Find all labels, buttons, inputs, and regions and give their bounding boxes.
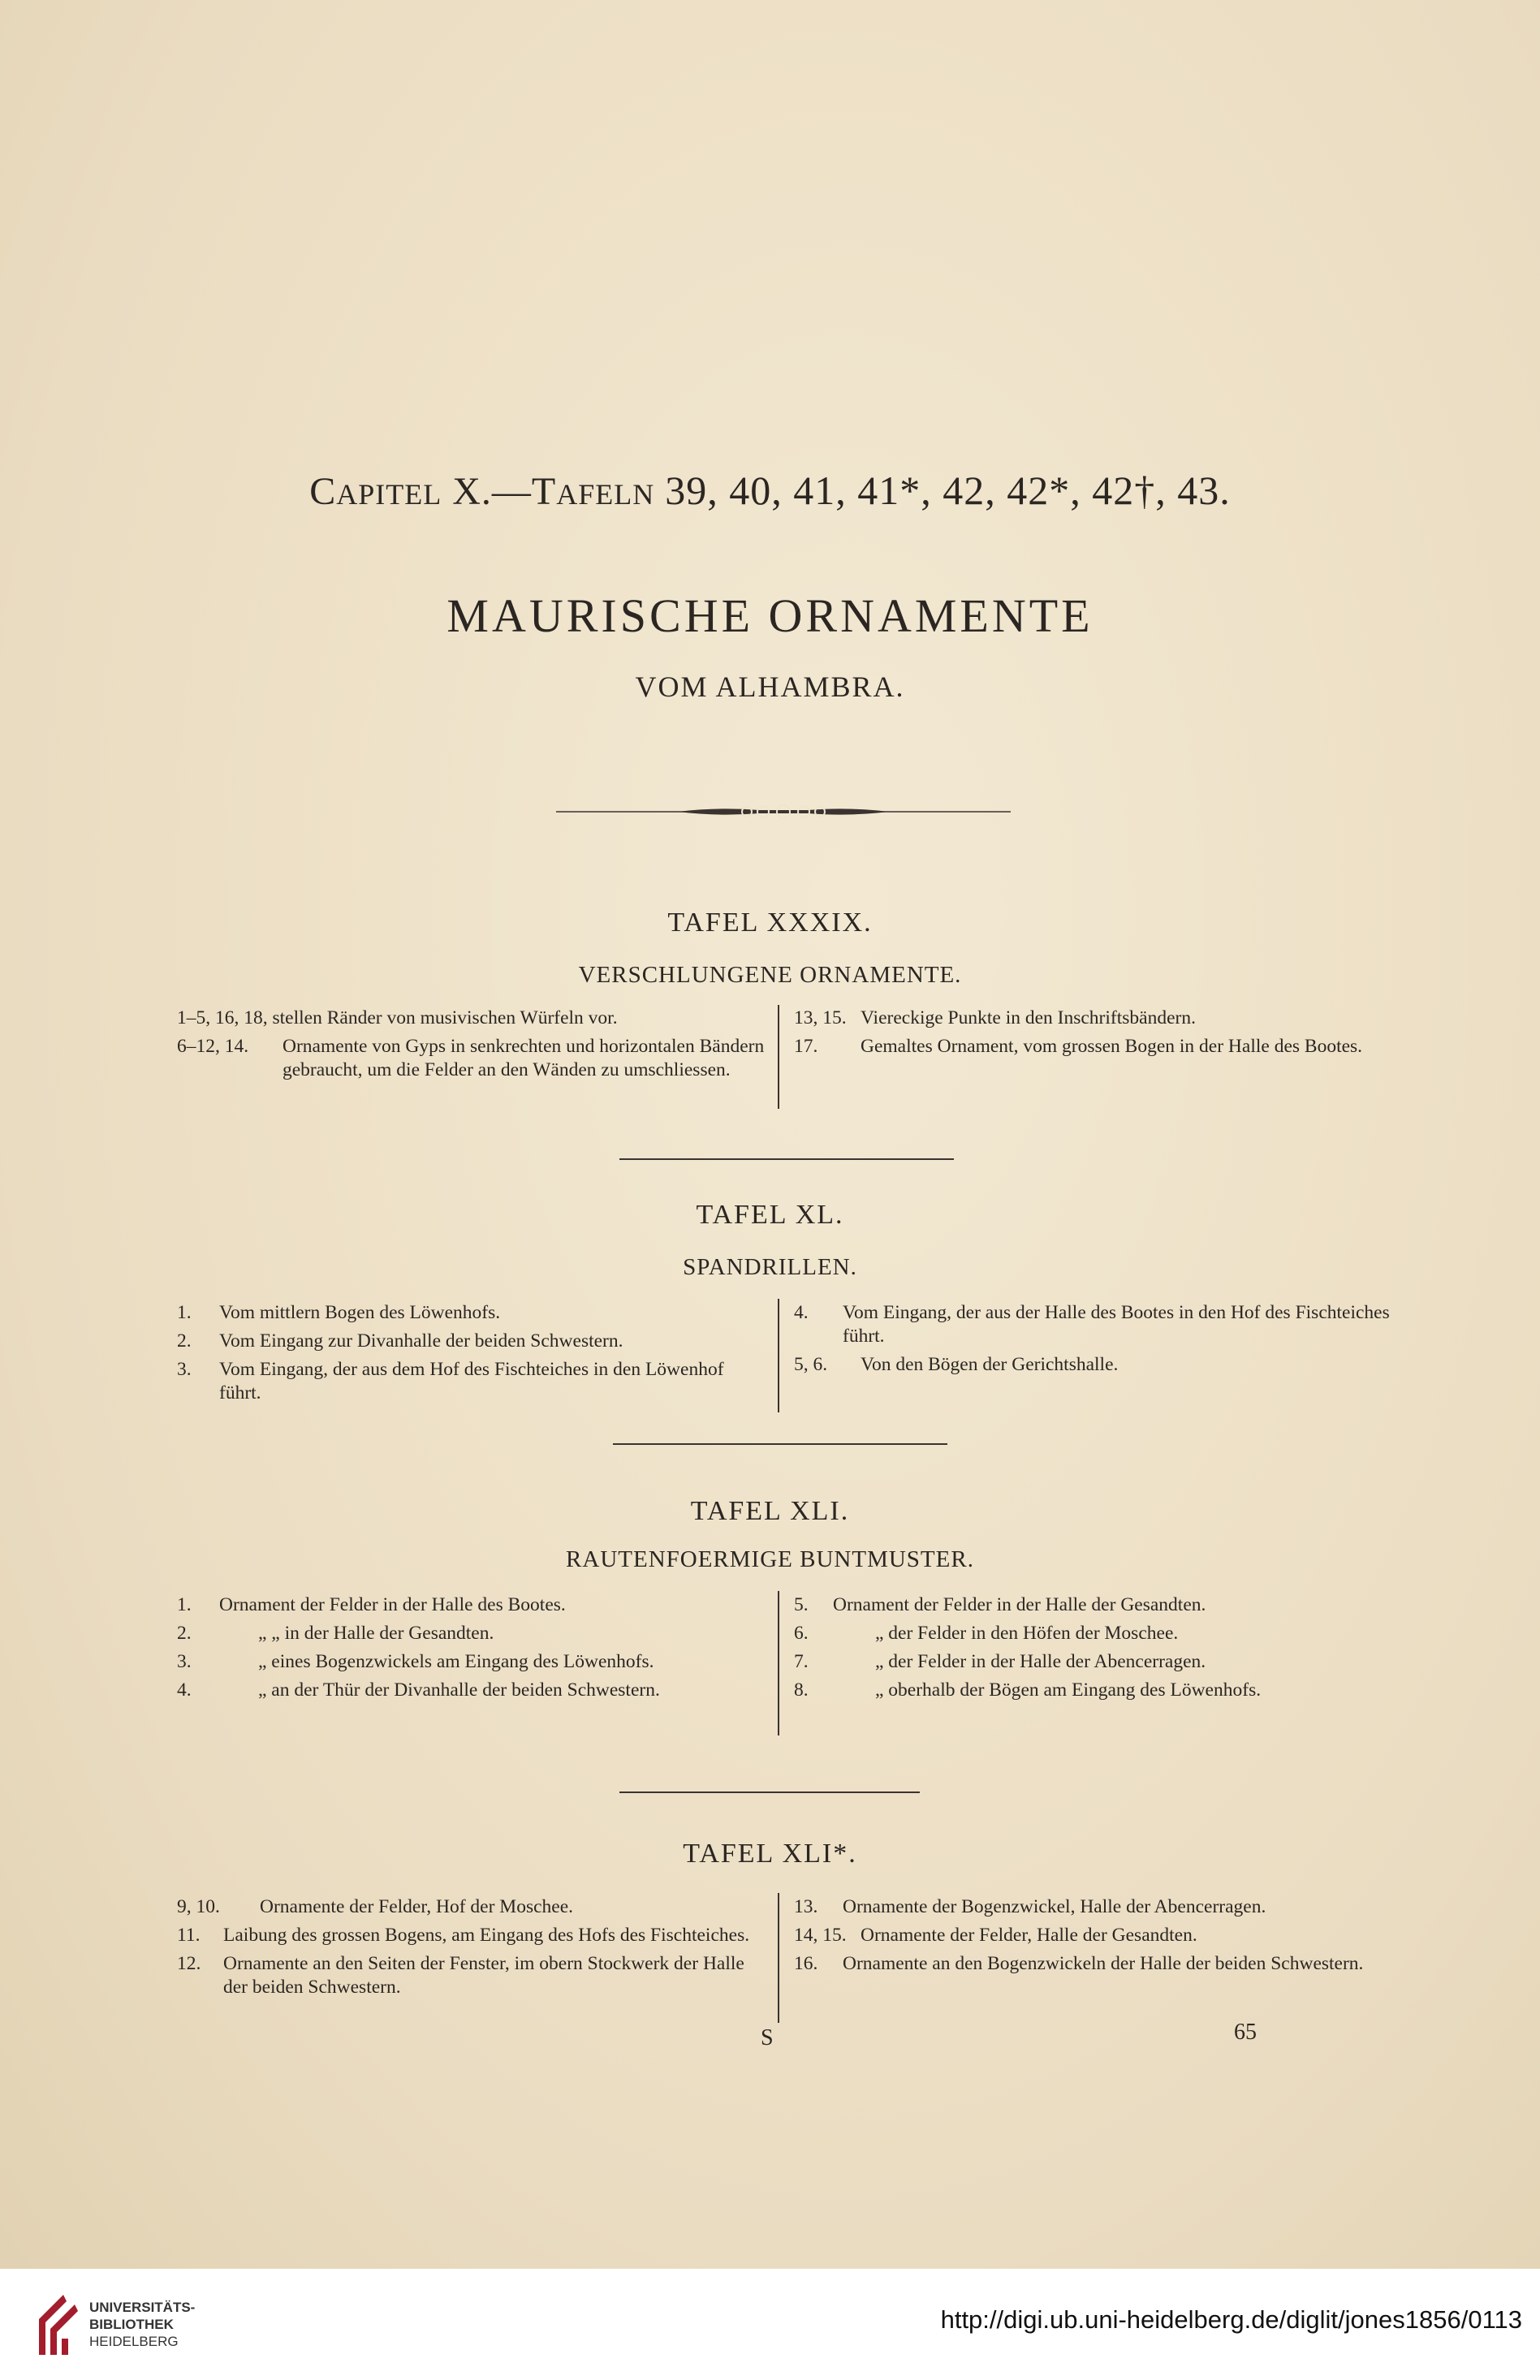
plate-xli-right-column bbox=[794, 1593, 1391, 1707]
list-item bbox=[177, 1924, 766, 1947]
chapter-plate-numbers: 39, 40, 41, 41*, 42, 42*, 42†, 43. bbox=[665, 468, 1231, 513]
plate-xli-star-left-column bbox=[177, 1895, 766, 2004]
column-divider bbox=[778, 1591, 779, 1735]
list-item bbox=[794, 1924, 1391, 1947]
list-item bbox=[177, 1035, 766, 1082]
column-divider bbox=[778, 1299, 779, 1412]
list-item bbox=[177, 1895, 766, 1919]
item-number: 3. bbox=[177, 1359, 192, 1380]
item-number: 13, 15. bbox=[794, 1007, 847, 1028]
item-text: Gemaltes Ornament, vom grossen Bogen in der Halle des Bootes. bbox=[861, 1036, 1363, 1057]
plate-subtitle-xli: RAUTENFOERMIGE BUNTMUSTER. bbox=[566, 1546, 974, 1572]
item-number: 2. bbox=[177, 1623, 192, 1644]
item-text: Ornamente der Felder, Hof der Moschee. bbox=[260, 1896, 574, 1917]
item-number: 6. bbox=[794, 1623, 809, 1644]
plate-xxxix-right-column bbox=[794, 1007, 1391, 1063]
list-item bbox=[177, 1679, 766, 1702]
plate-xl-right-column bbox=[794, 1301, 1391, 1382]
list-item bbox=[177, 1952, 766, 1999]
chapter-word2-rest: AFELN bbox=[556, 478, 655, 511]
item-number: 8. bbox=[794, 1679, 809, 1701]
library-logo-text[interactable] bbox=[89, 2299, 195, 2350]
item-number: 2. bbox=[177, 1330, 192, 1352]
list-item bbox=[177, 1622, 766, 1645]
item-text: Von den Bögen der Gerichtshalle. bbox=[861, 1354, 1119, 1375]
list-item bbox=[177, 1358, 766, 1405]
ornamental-divider-icon bbox=[556, 802, 1011, 821]
item-text: Ornamente an den Bogenzwickeln der Halle der beiden Schwestern. bbox=[843, 1953, 1364, 1974]
plate-title-xli: TAFEL XLI. bbox=[690, 1496, 850, 1526]
item-text: „ „ in der Halle der Gesandten. bbox=[258, 1623, 494, 1644]
list-item bbox=[794, 1679, 1391, 1702]
sub-title: VOM ALHAMBRA. bbox=[635, 670, 905, 703]
item-text: 1–5, 16, 18, stellen Ränder von musivischen Würfeln vor. bbox=[177, 1007, 618, 1028]
plate-subtitle-xxxix: VERSCHLUNGENE ORNAMENTE. bbox=[578, 962, 962, 988]
item-text: Vom mittlern Bogen des Löwenhofs. bbox=[219, 1302, 501, 1323]
plate-xxxix-left-column bbox=[177, 1007, 766, 1087]
chapter-word2-initial: T bbox=[531, 470, 557, 513]
plate-xli-left-column bbox=[177, 1593, 766, 1707]
item-text: Ornamente an den Seiten der Fenster, im obern Stockwerk der Halle der beiden Schwestern. bbox=[223, 1953, 744, 1998]
item-number: 4. bbox=[794, 1302, 809, 1323]
item-text: Ornament der Felder in der Halle des Bootes. bbox=[219, 1594, 566, 1615]
item-number: 11. bbox=[177, 1925, 201, 1946]
list-item bbox=[794, 1952, 1391, 1976]
list-item bbox=[794, 1035, 1391, 1058]
library-logo-icon[interactable] bbox=[31, 2292, 83, 2358]
item-number: 5, 6. bbox=[794, 1354, 828, 1375]
plate-xl-left-column bbox=[177, 1301, 766, 1410]
item-number: 13. bbox=[794, 1896, 818, 1917]
source-url-link[interactable]: http://digi.ub.uni-heidelberg.de/diglit/jones1856/0113 bbox=[940, 2305, 1522, 2334]
list-item bbox=[177, 1650, 766, 1674]
list-item bbox=[794, 1353, 1391, 1377]
logo-line-2: BIBLIOTHEK bbox=[89, 2317, 174, 2332]
item-text: Ornamente der Felder, Halle der Gesandten. bbox=[861, 1925, 1197, 1946]
item-number: 5. bbox=[794, 1594, 809, 1615]
item-text: „ eines Bogenzwickels am Eingang des Löwenhofs. bbox=[258, 1651, 654, 1672]
logo-line-3: HEIDELBERG bbox=[89, 2334, 179, 2349]
item-number: 7. bbox=[794, 1651, 809, 1672]
item-number: 9, 10. bbox=[177, 1896, 220, 1917]
item-number: 3. bbox=[177, 1651, 192, 1672]
item-text: Vom Eingang, der aus dem Hof des Fischteiches in den Löwenhof führt. bbox=[219, 1359, 724, 1403]
plate-title-xl: TAFEL XL. bbox=[696, 1200, 844, 1230]
signature-mark: S bbox=[761, 2025, 774, 2050]
list-item bbox=[177, 1330, 766, 1353]
item-number: 17. bbox=[794, 1036, 818, 1057]
item-text: „ der Felder in der Halle der Abencerragen. bbox=[875, 1651, 1206, 1672]
item-text: Ornamente von Gyps in senkrechten und horizontalen Bändern gebraucht, um die Felder an den Wänden zu umschliessen. bbox=[283, 1036, 765, 1080]
item-number: 12. bbox=[177, 1953, 201, 1974]
list-item bbox=[794, 1301, 1391, 1348]
chapter-roman: X.— bbox=[452, 470, 532, 513]
plate-title-xli-star: TAFEL XLI*. bbox=[683, 1839, 857, 1869]
chapter-word1-initial: C bbox=[309, 470, 337, 513]
item-number: 6–12, 14. bbox=[177, 1036, 249, 1057]
list-item bbox=[794, 1007, 1391, 1030]
item-text: „ an der Thür der Divanhalle der beiden Schwestern. bbox=[258, 1679, 660, 1701]
list-item bbox=[794, 1650, 1391, 1674]
item-text: „ der Felder in den Höfen der Moschee. bbox=[875, 1623, 1179, 1644]
item-number: 1. bbox=[177, 1594, 192, 1615]
page-number: 65 bbox=[1234, 2020, 1257, 2045]
item-text: Laibung des grossen Bogens, am Eingang des Hofs des Fischteiches. bbox=[223, 1925, 750, 1946]
item-number: 4. bbox=[177, 1679, 192, 1701]
plate-subtitle-xl: SPANDRILLEN. bbox=[683, 1254, 857, 1280]
item-text: Ornament der Felder in der Halle der Gesandten. bbox=[833, 1594, 1206, 1615]
item-text: Vom Eingang zur Divanhalle der beiden Schwestern. bbox=[219, 1330, 623, 1352]
item-number: 14, 15. bbox=[794, 1925, 847, 1946]
section-rule bbox=[613, 1443, 947, 1445]
item-text: Vom Eingang, der aus der Halle des Bootes in den Hof des Fischteiches führt. bbox=[843, 1302, 1390, 1347]
list-item bbox=[794, 1622, 1391, 1645]
list-item bbox=[177, 1593, 766, 1617]
item-number: 16. bbox=[794, 1953, 818, 1974]
chapter-heading bbox=[0, 467, 1540, 514]
item-text: „ oberhalb der Bögen am Eingang des Löwenhofs. bbox=[875, 1679, 1262, 1701]
logo-line-1: UNIVERSITÄTS- bbox=[89, 2300, 196, 2315]
list-item bbox=[794, 1895, 1391, 1919]
chapter-word1-rest: APITEL bbox=[336, 478, 442, 511]
item-text: Viereckige Punkte in den Inschriftsbändern. bbox=[861, 1007, 1196, 1028]
item-number: 1. bbox=[177, 1302, 192, 1323]
column-divider bbox=[778, 1005, 779, 1109]
plate-title-xxxix: TAFEL XXXIX. bbox=[667, 908, 873, 938]
main-title: MAURISCHE ORNAMENTE bbox=[446, 589, 1094, 642]
plate-xli-star-right-column bbox=[794, 1895, 1391, 1981]
list-item bbox=[177, 1301, 766, 1325]
item-text: Ornamente der Bogenzwickel, Halle der Abencerragen. bbox=[843, 1896, 1266, 1917]
column-divider bbox=[778, 1893, 779, 2023]
section-rule bbox=[619, 1791, 920, 1793]
section-rule bbox=[619, 1158, 954, 1160]
list-item bbox=[794, 1593, 1391, 1617]
list-item bbox=[177, 1007, 766, 1030]
